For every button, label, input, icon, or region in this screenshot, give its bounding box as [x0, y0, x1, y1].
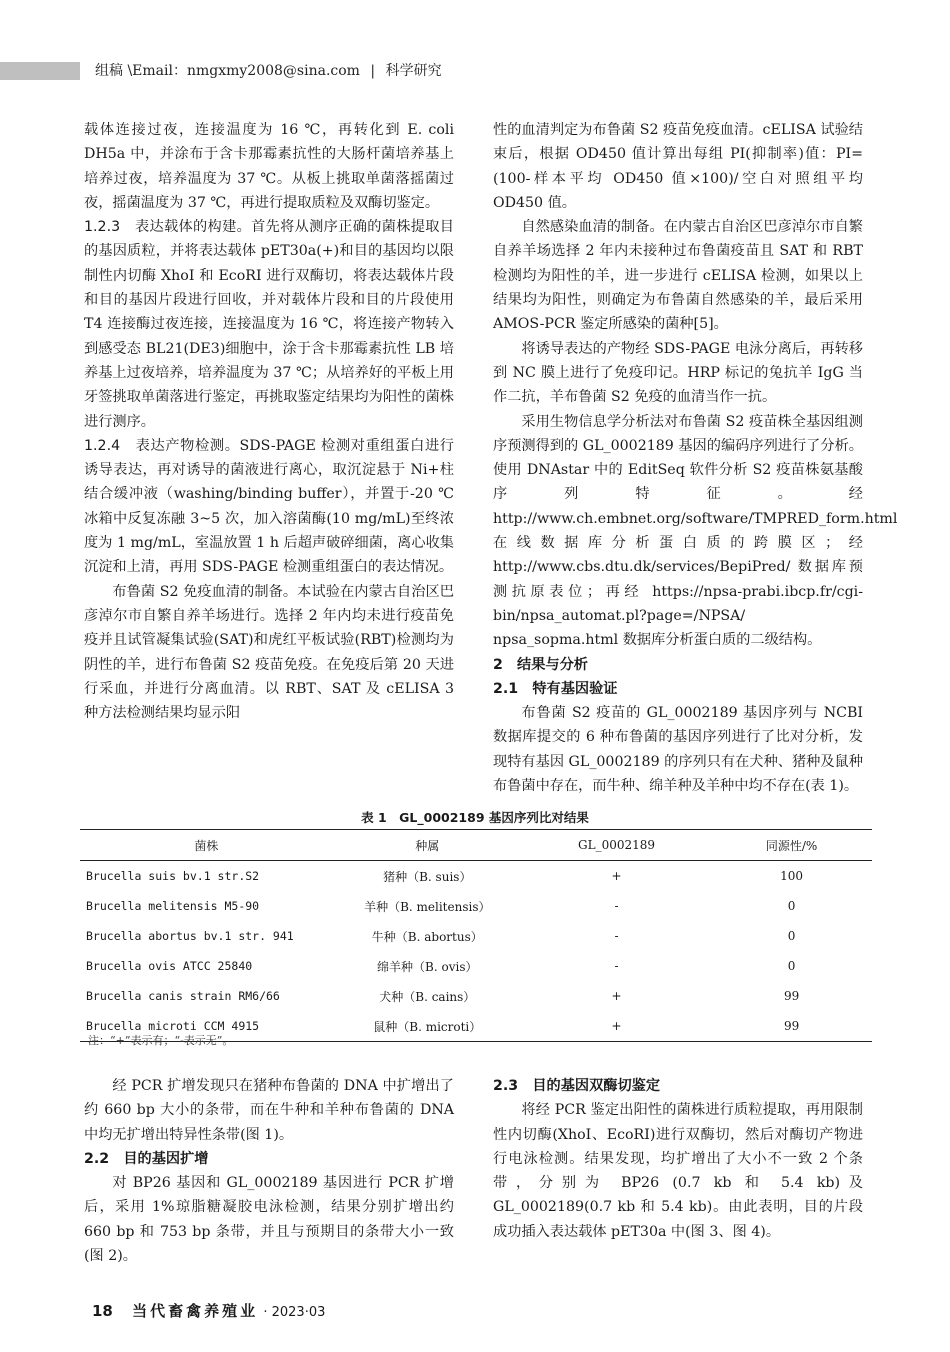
- table-cell: 鼠种（B. microti）: [333, 1011, 522, 1042]
- table-cell: 0: [787, 899, 796, 913]
- table-cell: Brucella melitensis M5-90: [86, 899, 260, 913]
- table-cell: Brucella microti CCM 4915: [80, 1011, 333, 1042]
- table-note: 注：“+”表示有；“-表示无”。: [88, 1034, 234, 1047]
- table-cell: 99: [783, 989, 800, 1003]
- table-cell: -: [614, 899, 619, 913]
- paragraph: 自然感染血清的制备。在内蒙古自治区巴彦淖尔市自繁自养羊场选择 2 年内未接种过布鲁菌疫苗且 SAT 和 RBT 检测均为阳性的羊，进一步进行 cELISA 检测，如果以上结果均为阳性，则确定为布鲁菌自然感染的羊，最后采用 AMOS-PCR 鉴定所感染的菌种[5]。: [493, 219, 863, 333]
- table-header-row: [80, 830, 872, 861]
- paragraph: [84, 434, 454, 580]
- table-cell: +: [611, 989, 622, 1003]
- table-cell: -: [614, 959, 619, 973]
- table-row: [80, 951, 872, 981]
- table-cell: Brucella suis bv.1 str.S2: [86, 869, 260, 883]
- paragraph: 性的血清判定为布鲁菌 S2 疫苗免疫血清。cELISA 试验结束后，根据 OD450 值计算出每组 PI(抑制率)值：PI=(100-样本平均 OD450 值×100)/空白对照组平均 OD450 值。: [493, 122, 863, 211]
- comparison-table: [80, 829, 872, 1042]
- paragraph: 经 PCR 扩增发现只在猪种布鲁菌的 DNA 中扩增出了约 660 bp 大小的条带，而在牛种和羊种布鲁菌的 DNA 中均无扩增出特异性条带(图 1)。: [84, 1078, 454, 1143]
- paragraph: 采用生物信息学分析法对布鲁菌 S2 疫苗株全基因组测序预测得到的 GL_0002189 基因的编码序列进行了分析。使用 DNAstar 中的 EditSeq 软件分析 S2 疫苗株氨基酸序列特征。经 http://www.ch.embnet.org/software/TMPRED_form.html 在线数据库分析蛋白质的跨膜区；经 http://www.cbs.dtu.dk/services/BepiPred/ 数据库预测抗原表位；再经 https://npsa-prabi.ibcp.fr/cgi-bin/npsa_automat.pl?page=/NPSA/ npsa_sopma.html 数据库分析蛋白质的二级结构。: [493, 413, 898, 649]
- paragraph: 布鲁菌 S2 疫苗的 GL_0002189 基因序列与 NCBI 数据库提交的 6 种布鲁菌的基因序列进行了比对分析，发现特有基因 GL_0002189 的序列只有在犬种、猪种及鼠种布鲁菌中存在，而牛种、绵羊种及羊种中均不存在(表 1)。: [493, 705, 863, 795]
- table-header-cell: GL_0002189: [522, 830, 711, 861]
- table-row: [80, 861, 872, 892]
- journal-name: 当代畜禽养殖业: [132, 1302, 259, 1320]
- table-cell: 100: [780, 869, 804, 883]
- paragraph: 将经 PCR 鉴定出阳性的菌株进行质粒提取，再用限制性内切酶(XhoI、EcoRI)进行双酶切，然后对酶切产物进行电泳检测。结果发现，均扩增出了大小不一致 2 个条带，分别为 BP26 (0.7 kb 和 5.4 kb)及 GL_0002189(0.7 kb 和 5.4 kb)。由此表明，目的片段成功插入表达载体 pET30a 中(图 3、图 4)。: [493, 1102, 863, 1240]
- table-header-cell: 菌株: [80, 830, 333, 861]
- table-cell: Brucella ovis ATCC 25840: [86, 959, 253, 973]
- table-header-cell: 同源性/%: [711, 830, 872, 861]
- page-footer: [92, 1300, 325, 1321]
- table-cell: 99: [711, 1011, 872, 1042]
- header-contact: 组稿 \Email：nmgxmy2008@sina.com: [95, 63, 360, 79]
- table-cell: +: [522, 1011, 711, 1042]
- right-column: [493, 118, 898, 798]
- paragraph: 对 BP26 基因和 GL_0002189 基因进行 PCR 扩增后，采用 1%琼脂糖凝胶电泳检测，结果分别扩增出约 660 bp 和 753 bp 条带，并且与预期目的条带大小一致(图 2)。: [84, 1175, 454, 1265]
- paragraph-text: 表达产物检测。SDS-PAGE 检测对重组蛋白进行诱导表达，再对诱导的菌液进行离心，取沉淀悬于 Ni+柱结合缓冲液（washing/binding buffer），并置于-20 ℃冰箱中反复冻融 3~5 次，加入溶菌酶(10 mg/mL)至终浓度为 1 mg/mL，室温放置 1 h 后超声破碎细菌，离心收集沉淀和上清，再用 SDS-PAGE 检测重组蛋白的表达情况。: [84, 437, 454, 576]
- table-cell: 绵羊种（B. ovis）: [377, 959, 478, 974]
- table-cell: 牛种（B. abortus）: [371, 929, 483, 944]
- page-number: 18: [92, 1302, 113, 1320]
- lower-left-column: [84, 1074, 454, 1268]
- paragraph-text: 表达载体的构建。首先将从测序正确的菌株提取目的基因质粒，并将表达载体 pET30a(+)和目的基因均以限制性内切酶 XhoI 和 EcoRI 进行双酶切，将表达载体片段和目的基因片段进行回收，并对载体片段和目的片段使用 T4 连接酶过夜连接，连接温度为 16 ℃，将连接产物转入到感受态 BL21(DE3)细胞中，涂于含卡那霉素抗性 LB 培养基上过夜培养，培养温度为 37 ℃；从培养好的平板上用牙签挑取单菌落进行鉴定，再挑取鉴定结果均为阳性的菌株进行测序。: [84, 219, 454, 430]
- paragraph: 将诱导表达的产物经 SDS-PAGE 电泳分离后，再转移到 NC 膜上进行了免疫印记。HRP 标记的兔抗羊 IgG 当作二抗，羊布鲁菌 S2 免疫的血清当作一抗。: [493, 340, 863, 406]
- table-cell: Brucella abortus bv.1 str. 941: [86, 929, 294, 943]
- table-cell: 猪种（B. suis）: [383, 869, 472, 884]
- table-header-cell: 种属: [333, 830, 522, 861]
- lower-right-column: [493, 1074, 863, 1244]
- section-number: 1.2.3: [84, 219, 121, 236]
- table-cell: 0: [787, 929, 796, 943]
- issue-date: · 2023·03: [263, 1305, 326, 1320]
- table-cell: 0: [787, 959, 796, 973]
- subsection-heading: 2.3 目的基因双酶切鉴定: [493, 1078, 661, 1094]
- subsection-heading: 2.2 目的基因扩增: [84, 1150, 209, 1167]
- paragraph: [84, 215, 454, 434]
- table-row: [80, 891, 872, 921]
- table-cell: 犬种（B. cains）: [379, 989, 476, 1004]
- table-title: 表 1 GL_0002189 基因序列比对结果: [361, 810, 589, 825]
- header-bar: [0, 62, 80, 80]
- section-heading: 2 结果与分析: [493, 656, 588, 673]
- paragraph: 布鲁菌 S2 免疫血清的制备。本试验在内蒙古自治区巴彦淖尔市自繁自养羊场进行。选择 2 年内均未进行疫苗免疫并且试管凝集试验(SAT)和虎红平板试验(RBT)检测均为阴性的羊，进行布鲁菌 S2 疫苗免疫。在免疫后第 20 天进行采血，并进行分离血清。以 RBT、SAT 及 cELISA 3 种方法检测结果均显示阳: [84, 583, 454, 722]
- table-cell: 羊种（B. melitensis）: [364, 899, 491, 914]
- header-section: 科学研究: [385, 63, 442, 79]
- left-column: [84, 118, 454, 725]
- paragraph: 载体连接过夜，连接温度为 16 ℃，再转化到 E. coli DH5a 中，并涂布于含卡那霉素抗性的大肠杆菌培养基上培养过夜，培养温度为 37 ℃。从板上挑取单菌落摇菌过夜，摇菌温度为 37 ℃，再进行提取质粒及双酶切鉴定。: [84, 122, 454, 211]
- table-cell: +: [611, 869, 622, 883]
- table-cell: Brucella canis strain RM6/66: [86, 989, 280, 1003]
- table-cell: -: [614, 929, 619, 943]
- section-number: 1.2.4: [84, 437, 121, 454]
- table-row: [80, 981, 872, 1011]
- header-separator: |: [370, 63, 376, 79]
- subsection-heading: 2.1 特有基因验证: [493, 680, 618, 697]
- table-row: [80, 921, 872, 951]
- running-header: [95, 62, 442, 80]
